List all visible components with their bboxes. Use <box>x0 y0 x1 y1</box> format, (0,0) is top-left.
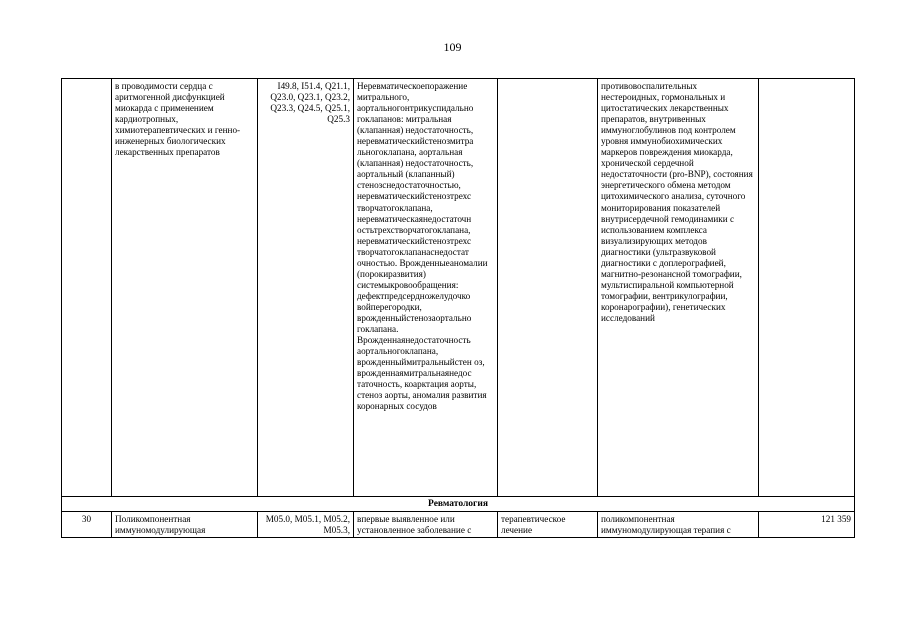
section-row <box>62 497 855 512</box>
service-name: в проводимости сердца с аритмогенной дисфункцией миокарда с применением кардиотропных, химиотерапевтических и генно-инженерных биологических лекарственных препаратов <box>112 79 258 497</box>
patient-model: впервые выявленное или установленное заболевание с <box>354 512 498 538</box>
patient-model: Неревматическоепоражение митрального, аортальногонтрикуспидально гоклапанов: митральная (клапанная) недостаточность, неревматическийстенозмитра льногоклапана, аортальная (клапанная) недостаточность, аортальный (клапанный) стенозснедостаточностью, неревматическийстенозтрехс творчатогоклапана, неревматическаянедостаточн остьтрехстворчатогоклапана, неревматическийстенозтрехс творчатогоклапанаснедостат очностью. Врожденныеаномалии (порокиразвития) системыкровообращения: дефектпредсердножелудочко войперегородки, врожденныйстенозаортально гоклапана. Врожденнаянедостаточность аортальногоклапана, врожденныймитральныйстен оз, врожденнаямитральнаянедос таточность, коарктация аорты, стеноз аорты, аномалия развития коронарных сосудов <box>354 79 498 497</box>
treatment-type <box>498 79 598 497</box>
treatment-method: поликомпонентная иммуномодулирующая терапия с <box>598 512 759 538</box>
icd-codes: M05.0, M05.1, M05.2, M05.3, <box>258 512 354 538</box>
service-name: Поликомпонентная иммуномодулирующая <box>112 512 258 538</box>
row-number <box>62 79 112 497</box>
table-row <box>62 512 855 538</box>
treatment-method: противовоспалительных нестероидных, гормональных и цитостатических лекарственных препаратов, внутривенных иммуноглобулинов под контролем уровня иммунобиохимических маркеров повреждения миокарда, хронической сердечной недостаточности (pro-BNP), состояния энергетического обмена методом цитохимического анализа, суточного мониторирования показателей внутрисердечной гемодинамики с использованием комплекса визуализирующих методов диагностики (ультразвуковой диагностики с доплерографией, магнитно-резонансной томографии, мультиспиральной компьютерной томографии, вентрикулографии, коронарографии), генетических исследований <box>598 79 759 497</box>
page-number: 109 <box>443 40 462 54</box>
table-row <box>62 79 855 497</box>
cost <box>759 79 855 497</box>
care-table <box>61 78 855 538</box>
row-number: 30 <box>62 512 112 538</box>
section-title: Ревматология <box>62 497 855 512</box>
treatment-type: терапевтическое лечение <box>498 512 598 538</box>
icd-codes: I49.8, I51.4, Q21.1, Q23.0, Q23.1, Q23.2, Q23.3, Q24.5, Q25.1, Q25.3 <box>258 79 354 497</box>
cost: 121 359 <box>759 512 855 538</box>
